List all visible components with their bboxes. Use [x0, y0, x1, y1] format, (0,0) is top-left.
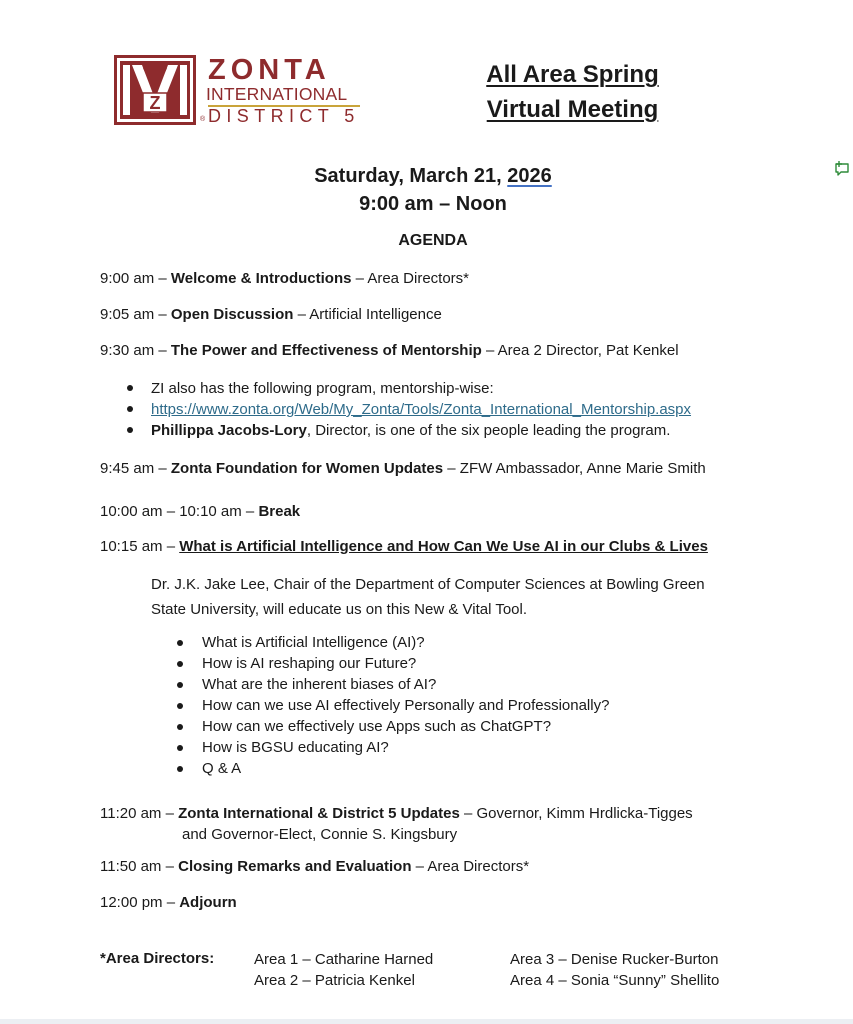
- meeting-time: 9:00 am – Noon: [359, 193, 507, 215]
- agenda-item-time: 10:15 am –: [100, 538, 180, 555]
- list-item: [126, 420, 691, 441]
- emblem-letter: Z: [149, 93, 161, 113]
- agenda-item-detail: – Area 2 Director, Pat Kenkel: [481, 342, 679, 359]
- mentorship-link[interactable]: https://www.zonta.org/Web/My_Zonta/Tools/Zonta_International_Mentorship.aspx: [151, 401, 692, 418]
- mentorship-leader-name: Phillippa Jacobs-Lory: [151, 422, 307, 439]
- list-item: How can we use AI effectively Personally and Professionally?: [175, 695, 609, 716]
- list-item: Q & A: [175, 758, 609, 779]
- area-directors-label: *Area Directors:: [100, 950, 215, 967]
- agenda-item-time: 9:30 am –: [100, 342, 171, 359]
- ai-session-description-line-1: Dr. J.K. Jake Lee, Chair of the Department of Computer Sciences at Bowling Green: [151, 576, 705, 593]
- zonta-emblem-icon: [114, 55, 196, 125]
- list-item: What is Artificial Intelligence (AI)?: [175, 632, 609, 653]
- list-item: [126, 378, 691, 399]
- list-item: What are the inherent biases of AI?: [175, 674, 609, 695]
- agenda-item-title: Closing Remarks and Evaluation: [178, 858, 412, 875]
- meeting-date: [0, 162, 853, 190]
- agenda-item-time: 11:50 am –: [100, 858, 179, 875]
- agenda-item-time: 10:00 am – 10:10 am –: [100, 503, 259, 520]
- mentorship-notes: [126, 378, 691, 441]
- meeting-title-line-1: All Area Spring: [486, 61, 659, 88]
- agenda-item-zfw: [100, 459, 706, 479]
- area-director-3: Area 3 – Denise Rucker-Burton: [510, 951, 719, 968]
- ai-topic-list: [175, 632, 609, 779]
- agenda-item-closing: [100, 857, 529, 877]
- agenda-item-ai-session: [100, 537, 708, 557]
- mentorship-note: ZI also has the following program, mentorship-wise:: [151, 380, 494, 397]
- agenda-item-title: Adjourn: [179, 894, 237, 911]
- agenda-item-title: The Power and Effectiveness of Mentorship: [170, 342, 482, 359]
- list-item: [126, 399, 691, 420]
- agenda-item-title: Zonta Foundation for Women Updates: [170, 460, 444, 477]
- agenda-item-title: What is Artificial Intelligence and How Can We Use AI in our Clubs & Lives: [179, 538, 708, 555]
- list-item: How is BGSU educating AI?: [175, 737, 609, 758]
- agenda-item-time: 11:20 am –: [100, 805, 179, 822]
- area-director-2: Area 2 – Patricia Kenkel: [254, 972, 415, 989]
- agenda-heading: AGENDA: [398, 232, 468, 249]
- agenda-item-welcome: [100, 269, 469, 289]
- meeting-date-year: 2026: [507, 165, 552, 187]
- logo-wordmark: [200, 54, 366, 127]
- zonta-logo: [114, 55, 366, 127]
- agenda-item-time: 12:00 pm –: [100, 894, 180, 911]
- ai-session-description-line-2: State University, will educate us on this New & Vital Tool.: [151, 601, 528, 618]
- agenda-item-open-discussion: [100, 305, 442, 325]
- agenda-item-detail: – ZFW Ambassador, Anne Marie Smith: [443, 460, 706, 477]
- agenda-item-title: Open Discussion: [170, 306, 294, 323]
- logo-word-international: INTERNATIONAL: [206, 84, 348, 104]
- agenda-item-title: Break: [258, 503, 301, 520]
- page-bottom-edge: [0, 1019, 853, 1024]
- agenda-item-time: 9:00 am –: [100, 270, 171, 287]
- area-director-4: Area 4 – Sonia “Sunny” Shellito: [510, 972, 720, 989]
- agenda-item-detail: – Area Directors*: [351, 270, 470, 287]
- list-item: How is AI reshaping our Future?: [175, 653, 609, 674]
- agenda-item-detail: – Area Directors*: [411, 858, 530, 875]
- agenda-item-break: [100, 502, 300, 522]
- area-director-1: Area 1 – Catharine Harned: [254, 951, 434, 968]
- logo-word-district: DISTRICT 5: [208, 106, 360, 126]
- meeting-title: [450, 57, 695, 127]
- logo-word-zonta: ZONTA: [208, 54, 331, 86]
- list-item: How can we effectively use Apps such as ChatGPT?: [175, 716, 609, 737]
- ai-session-description: [151, 572, 705, 622]
- meeting-title-line-2: Virtual Meeting: [486, 96, 659, 123]
- agenda-item-zi-updates: [100, 804, 693, 824]
- meeting-date-text: Saturday, March 21,: [314, 165, 508, 187]
- logo-registered-mark: ®: [200, 116, 206, 123]
- agenda-item-detail: – Governor, Kimm Hrdlicka-Tigges: [459, 805, 693, 822]
- agenda-item-title: Welcome & Introductions: [170, 270, 352, 287]
- agenda-item-time: 9:05 am –: [100, 306, 171, 323]
- agenda-item-adjourn: [100, 893, 237, 913]
- mentorship-leader-detail: , Director, is one of the six people leading the program.: [306, 422, 671, 439]
- agenda-item-detail: – Artificial Intelligence: [293, 306, 442, 323]
- agenda-item-title: Zonta International & District 5 Updates: [178, 805, 460, 822]
- agenda-item-zi-updates-continued: and Governor-Elect, Connie S. Kingsbury: [182, 826, 458, 843]
- agenda-item-mentorship: [100, 341, 679, 361]
- agenda-item-time: 9:45 am –: [100, 460, 171, 477]
